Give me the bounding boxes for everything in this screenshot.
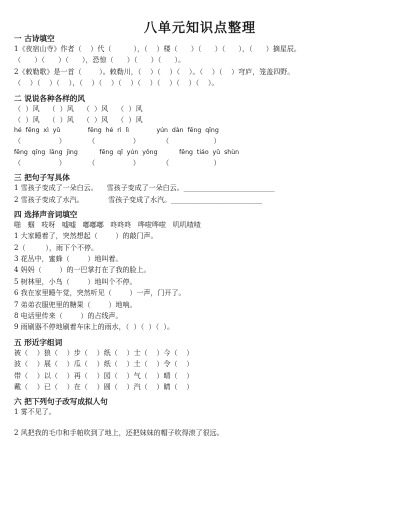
char-word-row: 戴（ ）已（ ）在（ ）圆（ ）汽（ ）睛（ ） — [14, 382, 194, 391]
char-word-row: 带（ ）以（ ）再（ ）园（ ）气（ ）晴（ ） — [14, 371, 194, 380]
section-heading-personification: 六 把下列句子改写成拟人句 — [14, 397, 108, 407]
page-title: 八单元知识点整理 — [143, 21, 256, 36]
wind-blank-row: （ ）风 （ ）风 （ ）风 （ ）风 — [14, 104, 143, 113]
section-heading-sound-words: 四 选择声音词填空 — [14, 209, 78, 219]
sentence-exercise: 2 雪孩子变成了水汽。 雪孩子变成了水汽。__________________________ — [14, 195, 263, 204]
sound-exercise: 7 弟弟衣服兜里的糖果（ ）地响。 — [14, 300, 137, 309]
section-heading-similar-chars: 五 形近字组词 — [14, 337, 63, 347]
sound-exercise: 4 妈妈（ ）的一巴掌打在了我的脸上。 — [14, 266, 151, 275]
answer-space — [14, 419, 386, 428]
sound-exercise: 3 花丛中，蜜蜂（ ）地叫着。 — [14, 255, 123, 264]
pinyin-blank-row: （ ） （ ） （ ） — [14, 158, 221, 167]
pinyin-row: fēng qīng lāng jìng fēng qǐ yún yǒng fēng tiáo yǔ shùn — [14, 148, 240, 156]
sound-exercise: 9 雨刷器不停地刷着车床上的雨水，（ ）（ ）（ ）。 — [14, 323, 175, 332]
sound-exercise: 6 我在家里睡午觉，突然听见（ ）一声，门开了。 — [14, 289, 186, 298]
section-heading-sentence-detail: 三 把句子写具体 — [14, 173, 70, 183]
personification-exercise: 2 风把我的毛巾和手帕吹到了地上，还把妹妹的帽子吹得滚了很远。 — [14, 428, 224, 437]
poem-line: 1《夜宿山寺》作者（ ）代（ ），（ ）楼（ ）（ ）（ ），（ ）摘星辰。 — [14, 45, 301, 53]
sound-exercise: 8 电话里传来（ ）的占线声。 — [14, 312, 123, 321]
personification-exercise: 1 雾不见了。 — [14, 408, 56, 417]
poem-line: 2《敕勒歌》是一首（ ）。敕勒川，（ ）（ ）（ ）。（ ）（ ）穹庐，笼盖四野。 — [14, 67, 295, 76]
section-heading-winds: 二 说说各种各样的风 — [14, 93, 85, 103]
pinyin-row: hé fēng xì yǔ fēng hé rì lì yún dàn fēng qīng — [14, 127, 219, 135]
sentence-exercise: 1 雪孩子变成了一朵白云。 雪孩子变成了一朵白云。__________________________ — [14, 184, 275, 193]
sound-word-bank: 啪 蝈 吱呀 嘘嘘 嘟嘟嘟 咚咚咚 哗啦哗啦 叽叽喳喳 — [14, 220, 201, 229]
wind-blank-row: （ ）风 （ ）风 （ ）风 （ ）风 — [14, 115, 143, 124]
char-word-row: 波（ ）展（ ）瓜（ ）纸（ ）土（ ）令（ ） — [14, 360, 194, 369]
section-heading-poem-fill: 一 古诗填空 — [14, 34, 55, 43]
sound-exercise: 1 大家睡着了，突然想起（ ）的敲门声。 — [14, 232, 158, 241]
pinyin-blank-row: （ ） （ ） （ ） — [14, 137, 221, 146]
char-word-row: 被（ ）狼（ ）步（ ）纸（ ）士（ ）今（ ） — [14, 348, 194, 357]
poem-line: （ ）（ ）（ ），恐惊（ ）（ ）（ ）。 — [14, 56, 186, 65]
sound-exercise: 2（ ），雨下个不停。 — [14, 243, 98, 252]
sound-exercise: 5 树林里，小鸟（ ）地叫个不停。 — [14, 277, 137, 286]
poem-line: （ ）（ ）（ ），（ ）（ ）（ ）（ ）（ ）（ ）（ ）。 — [14, 79, 219, 88]
